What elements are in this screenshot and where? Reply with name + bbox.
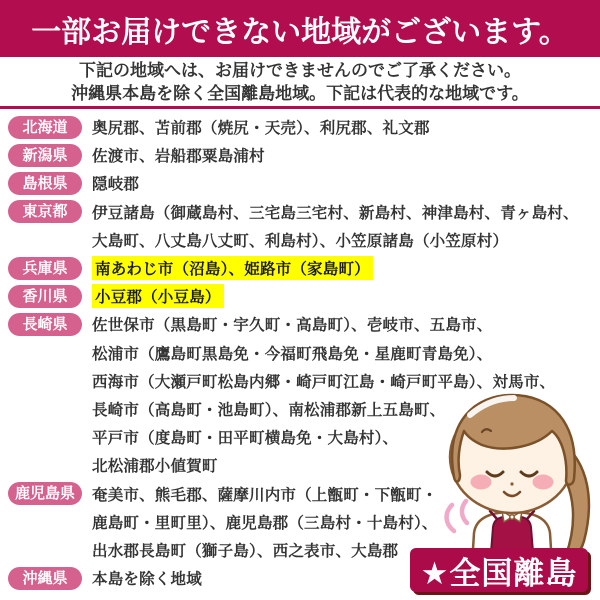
region-text: 長崎市（高島町・池島町）、南松浦郡新上五島町、 <box>92 401 446 419</box>
region-text: 奥尻郡、苫前郡（焼尻・天売）、利尻郡、礼文郡 <box>92 120 430 138</box>
prefecture-badge: 新潟県 <box>8 144 82 167</box>
region-text: 平戸市（度島町・田平町横島免・大島村）、 <box>92 430 399 448</box>
region-text: 出水郡長島町（獅子島）、西之表市、大島郡 <box>92 542 399 560</box>
nose <box>510 482 513 485</box>
region-row <box>8 226 592 254</box>
motion-lines-icon <box>447 501 467 531</box>
region-text: 小豆郡（小豆島） <box>92 284 224 308</box>
blush-left <box>471 475 492 490</box>
region-text: 佐世保市（黒島町・宇久町・高島町）、壱岐市、五島市、 <box>92 317 493 335</box>
region-row <box>8 282 592 310</box>
prefecture-badge: 長崎県 <box>8 313 82 336</box>
prefecture-badge: 東京都 <box>8 200 82 223</box>
prefecture-badge: 島根県 <box>8 172 82 195</box>
region-row <box>8 198 592 226</box>
region-text: 隠岐郡 <box>92 176 140 194</box>
notice-line-1: 下記の地域へは、お届けできませんのでご了承ください。 <box>79 60 521 80</box>
nationwide-islands-label: ★全国離島 <box>420 555 578 591</box>
notice-line-2: 沖縄県本島を除く全国離島地域。下記は代表的な地域です。 <box>71 83 529 103</box>
prefecture-badge: 鹿児島県 <box>8 482 82 505</box>
region-text: 大島町、八丈島八丈町、利島村）、小笠原諸島（小笠原村） <box>92 232 509 250</box>
region-row <box>8 169 592 197</box>
prefecture-badge: 沖縄県 <box>8 567 82 590</box>
region-text: 佐渡市、岩船郡粟島浦村 <box>92 148 265 166</box>
region-text: 松浦市（鷹島町黒島免・今福町飛島免・星鹿町青島免）、 <box>92 345 493 363</box>
blush-right <box>533 475 554 490</box>
region-text: 鹿島町・里町里）、鹿児島郡（三島村・十島村）、 <box>92 514 438 532</box>
region-text: 南あわじ市（沼島）、姫路市（家島町） <box>92 256 373 280</box>
region-text: 本島を除く地域 <box>92 571 202 589</box>
notice-text <box>0 57 600 109</box>
region-text: 伊豆諸島（御蔵島村、三宅島三宅村、新島村、神津島村、青ヶ島村、 <box>92 204 579 222</box>
region-row <box>8 339 592 367</box>
region-row <box>8 254 592 282</box>
header-banner <box>0 0 600 57</box>
prefecture-badge: 北海道 <box>8 116 82 139</box>
region-text: 西海市（大瀬戸町松島内郷・崎戸町江島・崎戸町平島）、対馬市、 <box>92 373 556 391</box>
region-text: 北松浦郡小値賀町 <box>92 458 218 476</box>
nationwide-islands-badge <box>410 548 588 592</box>
region-row <box>8 113 592 141</box>
bowing-girl-illustration <box>420 385 600 570</box>
region-text: 奄美市、熊毛郡、薩摩川内市（上甑町・下甑町・ <box>92 486 438 504</box>
region-row <box>8 310 592 338</box>
prefecture-badge: 兵庫県 <box>8 257 82 280</box>
region-row <box>8 141 592 169</box>
page-title: 一部お届けできない地域がございます。 <box>31 15 569 49</box>
prefecture-badge: 香川県 <box>8 285 82 308</box>
